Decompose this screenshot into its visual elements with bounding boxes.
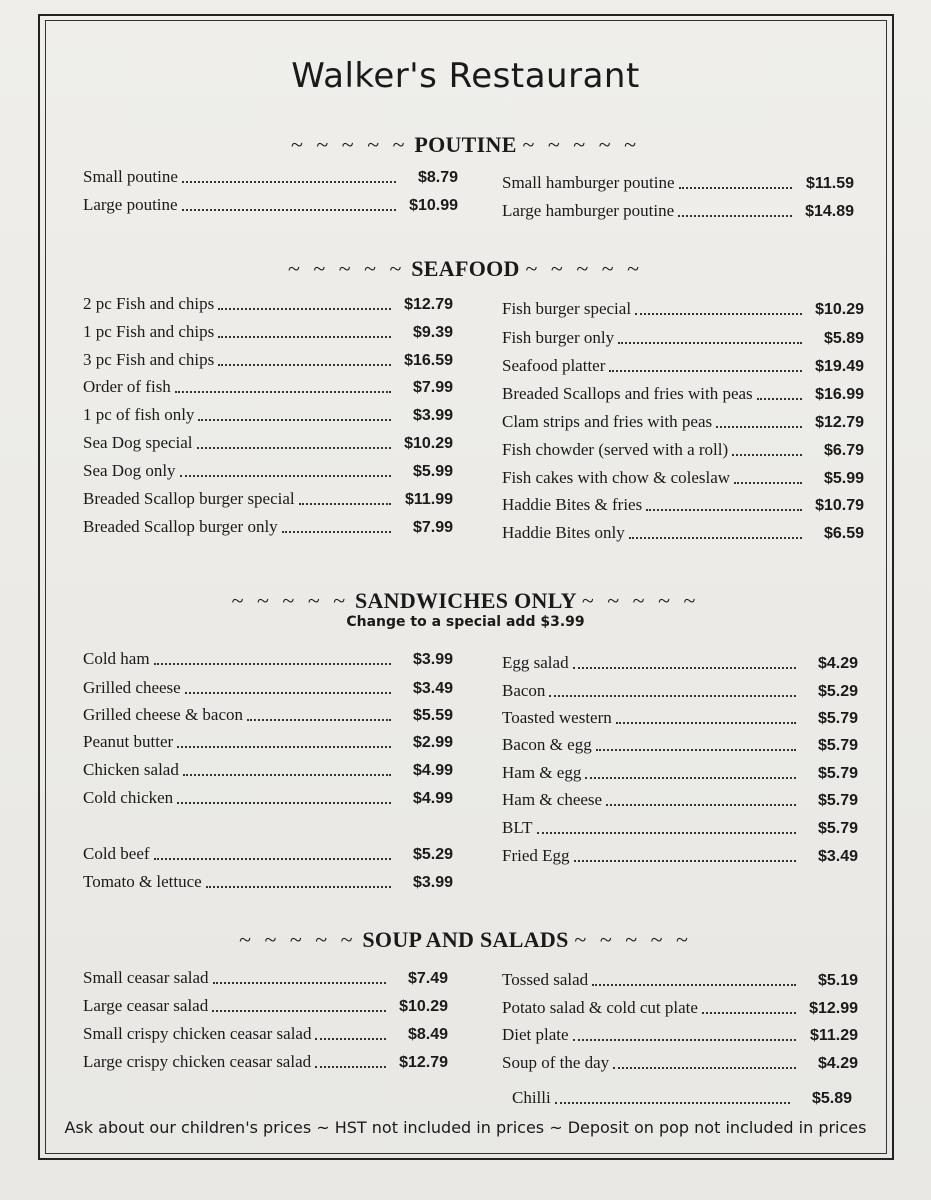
dot-leader — [678, 215, 792, 217]
dot-leader — [154, 663, 391, 665]
item-name: Large poutine — [83, 195, 178, 214]
dot-leader — [609, 370, 802, 372]
item-price: $12.79 — [399, 1054, 448, 1071]
item-price: $16.99 — [815, 386, 864, 403]
dot-leader — [537, 832, 796, 834]
menu-item — [83, 350, 453, 372]
item-name: Fish chowder (served with a roll) — [502, 440, 729, 459]
footer-note: Ask about our children's prices ~ HST not included in prices ~ Deposit on pop not included in prices — [64, 1118, 867, 1137]
dot-leader — [185, 692, 391, 694]
menu-item — [83, 517, 453, 539]
item-price: $5.79 — [817, 792, 858, 809]
item-name: Bacon — [502, 681, 546, 700]
menu-item — [83, 996, 448, 1018]
dot-leader — [555, 1102, 790, 1104]
item-price: $16.59 — [404, 352, 453, 369]
dot-leader — [180, 475, 391, 477]
menu-item — [502, 495, 864, 517]
dot-leader — [212, 1010, 386, 1012]
menu-item — [502, 412, 864, 434]
tilde-left: ~ ~ ~ ~ ~ — [239, 927, 357, 952]
dot-leader — [732, 454, 802, 456]
section-title: SEAFOOD — [411, 256, 520, 281]
menu-item — [502, 790, 858, 812]
item-price: $19.49 — [815, 358, 864, 375]
dot-leader — [606, 804, 796, 806]
dot-leader — [177, 746, 391, 748]
dot-leader — [549, 695, 796, 697]
menu-item — [502, 653, 858, 675]
item-price: $3.99 — [412, 874, 453, 891]
menu-item — [502, 970, 858, 992]
tilde-right: ~ ~ ~ ~ ~ — [581, 588, 700, 613]
item-name: Large crispy chicken ceasar salad — [83, 1052, 312, 1071]
item-price: $6.59 — [823, 525, 864, 542]
dot-leader — [197, 447, 391, 449]
poutine-heading — [0, 132, 931, 158]
item-name: Clam strips and fries with peas — [502, 412, 713, 431]
item-price: $10.29 — [404, 435, 453, 452]
item-name: Breaded Scallops and fries with peas — [502, 384, 753, 403]
menu-item — [83, 489, 453, 511]
dot-leader — [183, 774, 391, 776]
menu-item — [83, 872, 453, 894]
menu-item — [502, 846, 858, 868]
menu-item — [502, 173, 854, 195]
dot-leader — [679, 187, 793, 189]
item-price: $10.79 — [815, 497, 864, 514]
item-name: Small poutine — [83, 167, 178, 186]
menu-item — [83, 968, 448, 990]
dot-leader — [757, 398, 802, 400]
item-price: $5.89 — [811, 1090, 852, 1107]
menu-item — [83, 294, 453, 316]
item-name: Potato salad & cold cut plate — [502, 998, 698, 1017]
item-name: Grilled cheese — [83, 678, 181, 697]
dot-leader — [218, 308, 391, 310]
menu-item — [502, 440, 864, 462]
tilde-right: ~ ~ ~ ~ ~ — [522, 132, 640, 157]
tilde-left: ~ ~ ~ ~ ~ — [291, 132, 409, 157]
dot-leader — [573, 1039, 796, 1041]
item-name: Tossed salad — [502, 970, 589, 989]
item-name: Large hamburger poutine — [502, 201, 675, 220]
menu-item — [502, 1025, 858, 1047]
item-name: Haddie Bites only — [502, 523, 625, 542]
item-price: $5.79 — [817, 710, 858, 727]
item-price: $7.99 — [412, 519, 453, 536]
menu-item — [83, 649, 453, 671]
menu-item — [502, 681, 858, 703]
item-name: Order of fish — [83, 377, 171, 396]
item-name: Ham & cheese — [502, 790, 603, 809]
dot-leader — [218, 364, 391, 366]
item-name: Grilled cheese & bacon — [83, 705, 244, 724]
item-name: Cold ham — [83, 649, 150, 668]
menu-item — [83, 377, 453, 399]
item-price: $11.99 — [404, 491, 453, 508]
item-name: Toasted western — [502, 708, 612, 727]
dot-leader — [175, 391, 391, 393]
item-name: 1 pc Fish and chips — [83, 322, 215, 341]
menu-item — [502, 328, 864, 350]
item-name: Chicken salad — [83, 760, 179, 779]
item-name: Cold beef — [83, 844, 150, 863]
item-price: $12.99 — [809, 1000, 858, 1017]
menu-item — [83, 844, 453, 866]
item-name: Cold chicken — [83, 788, 174, 807]
dot-leader — [573, 667, 796, 669]
dot-leader — [154, 858, 391, 860]
dot-leader — [716, 426, 802, 428]
item-name: Ham & egg — [502, 763, 582, 782]
dot-leader — [592, 984, 796, 986]
item-price: $11.29 — [809, 1027, 858, 1044]
menu-item — [83, 167, 458, 189]
menu-item — [502, 818, 858, 840]
dot-leader — [213, 982, 386, 984]
item-price: $12.79 — [815, 414, 864, 431]
item-name: Bacon & egg — [502, 735, 592, 754]
sandwich-special-note: Change to a special add $3.99 — [346, 614, 585, 630]
item-price: $5.29 — [817, 683, 858, 700]
menu-item — [83, 732, 453, 754]
item-name: Fish burger only — [502, 328, 615, 347]
soup-heading — [0, 927, 931, 953]
menu-item — [83, 405, 453, 427]
section-title: POUTINE — [414, 132, 517, 157]
dot-leader — [177, 802, 391, 804]
item-price: $5.99 — [823, 470, 864, 487]
item-price: $5.59 — [412, 707, 453, 724]
dot-leader — [596, 749, 796, 751]
tilde-left: ~ ~ ~ ~ ~ — [231, 588, 350, 613]
item-price: $7.99 — [412, 379, 453, 396]
item-name: Peanut butter — [83, 732, 174, 751]
item-name: BLT — [502, 818, 533, 837]
tilde-right: ~ ~ ~ ~ ~ — [574, 927, 692, 952]
dot-leader — [299, 503, 391, 505]
menu-item — [502, 708, 858, 730]
item-name: 3 pc Fish and chips — [83, 350, 215, 369]
item-price: $4.99 — [412, 762, 453, 779]
item-name: 1 pc of fish only — [83, 405, 195, 424]
menu-item — [83, 195, 458, 217]
dot-leader — [702, 1012, 796, 1014]
item-name: Diet plate — [502, 1025, 569, 1044]
item-name: Small ceasar salad — [83, 968, 209, 987]
item-price: $12.79 — [404, 296, 453, 313]
menu-item — [502, 998, 858, 1020]
menu-item — [502, 384, 864, 406]
item-price: $5.79 — [817, 765, 858, 782]
item-price: $11.59 — [805, 175, 854, 192]
item-name: 2 pc Fish and chips — [83, 294, 215, 313]
item-price: $3.49 — [817, 848, 858, 865]
menu-item — [83, 1052, 448, 1074]
item-price: $2.99 — [412, 734, 453, 751]
item-price: $3.99 — [412, 651, 453, 668]
item-price: $10.29 — [815, 301, 864, 318]
item-name: Egg salad — [502, 653, 569, 672]
menu-item — [83, 322, 453, 344]
item-name: Fish cakes with chow & coleslaw — [502, 468, 731, 487]
item-price: $5.99 — [412, 463, 453, 480]
item-name: Haddie Bites & fries — [502, 495, 643, 514]
item-price: $4.29 — [817, 1055, 858, 1072]
menu-item — [83, 678, 453, 700]
dot-leader — [618, 342, 802, 344]
item-price: $8.79 — [417, 169, 458, 186]
item-price: $3.49 — [412, 680, 453, 697]
item-price: $7.49 — [407, 970, 448, 987]
item-name: Breaded Scallop burger only — [83, 517, 278, 536]
dot-leader — [182, 209, 396, 211]
item-name: Tomato & lettuce — [83, 872, 202, 891]
item-name: Soup of the day — [502, 1053, 610, 1072]
dot-leader — [315, 1038, 386, 1040]
item-name: Small hamburger poutine — [502, 173, 675, 192]
item-price: $6.79 — [823, 442, 864, 459]
menu-item — [502, 1053, 858, 1075]
menu-item — [83, 788, 453, 810]
item-price: $5.79 — [817, 737, 858, 754]
dot-leader — [574, 860, 796, 862]
dot-leader — [247, 719, 391, 721]
menu-item — [502, 523, 864, 545]
dot-leader — [218, 336, 391, 338]
item-name: Breaded Scallop burger special — [83, 489, 295, 508]
menu-item — [83, 461, 453, 483]
tilde-left: ~ ~ ~ ~ ~ — [287, 256, 406, 281]
item-price: $10.29 — [399, 998, 448, 1015]
menu-item — [502, 735, 858, 757]
menu-item — [83, 760, 453, 782]
item-name: Seafood platter — [502, 356, 606, 375]
sandwiches-heading — [0, 588, 931, 614]
dot-leader — [206, 886, 391, 888]
section-title: SOUP AND SALADS — [362, 927, 569, 952]
item-price: $5.79 — [817, 820, 858, 837]
item-price: $8.49 — [407, 1026, 448, 1043]
dot-leader — [629, 537, 802, 539]
restaurant-title: Walker's Restaurant — [291, 56, 640, 96]
tilde-right: ~ ~ ~ ~ ~ — [525, 256, 644, 281]
item-price: $4.29 — [817, 655, 858, 672]
dot-leader — [585, 777, 796, 779]
item-price: $5.19 — [817, 972, 858, 989]
menu-item — [502, 763, 858, 785]
menu-item — [83, 1024, 448, 1046]
item-name: Sea Dog special — [83, 433, 193, 452]
item-price: $10.99 — [409, 197, 458, 214]
seafood-heading — [0, 256, 931, 282]
item-name: Large ceasar salad — [83, 996, 209, 1015]
item-name: Sea Dog only — [83, 461, 176, 480]
item-name: Small crispy chicken ceasar salad — [83, 1024, 312, 1043]
item-price: $9.39 — [412, 324, 453, 341]
menu-item — [502, 468, 864, 490]
item-name: Fried Egg — [502, 846, 570, 865]
menu-item — [83, 433, 453, 455]
menu-item — [83, 705, 453, 727]
dot-leader — [635, 313, 802, 315]
item-price: $14.89 — [805, 203, 854, 220]
item-price: $5.29 — [412, 846, 453, 863]
item-price: $5.89 — [823, 330, 864, 347]
item-name: Fish burger special — [502, 299, 632, 318]
dot-leader — [182, 181, 396, 183]
dot-leader — [198, 419, 391, 421]
item-price: $3.99 — [412, 407, 453, 424]
menu-item — [512, 1088, 852, 1110]
dot-leader — [315, 1066, 386, 1068]
menu-item — [502, 299, 864, 321]
dot-leader — [646, 509, 802, 511]
menu-item — [502, 356, 864, 378]
dot-leader — [616, 722, 796, 724]
menu-item — [502, 201, 854, 223]
section-title: SANDWICHES ONLY — [354, 588, 577, 613]
dot-leader — [282, 531, 391, 533]
dot-leader — [734, 482, 802, 484]
item-name: Chilli — [512, 1088, 551, 1107]
item-price: $4.99 — [412, 790, 453, 807]
dot-leader — [613, 1067, 796, 1069]
